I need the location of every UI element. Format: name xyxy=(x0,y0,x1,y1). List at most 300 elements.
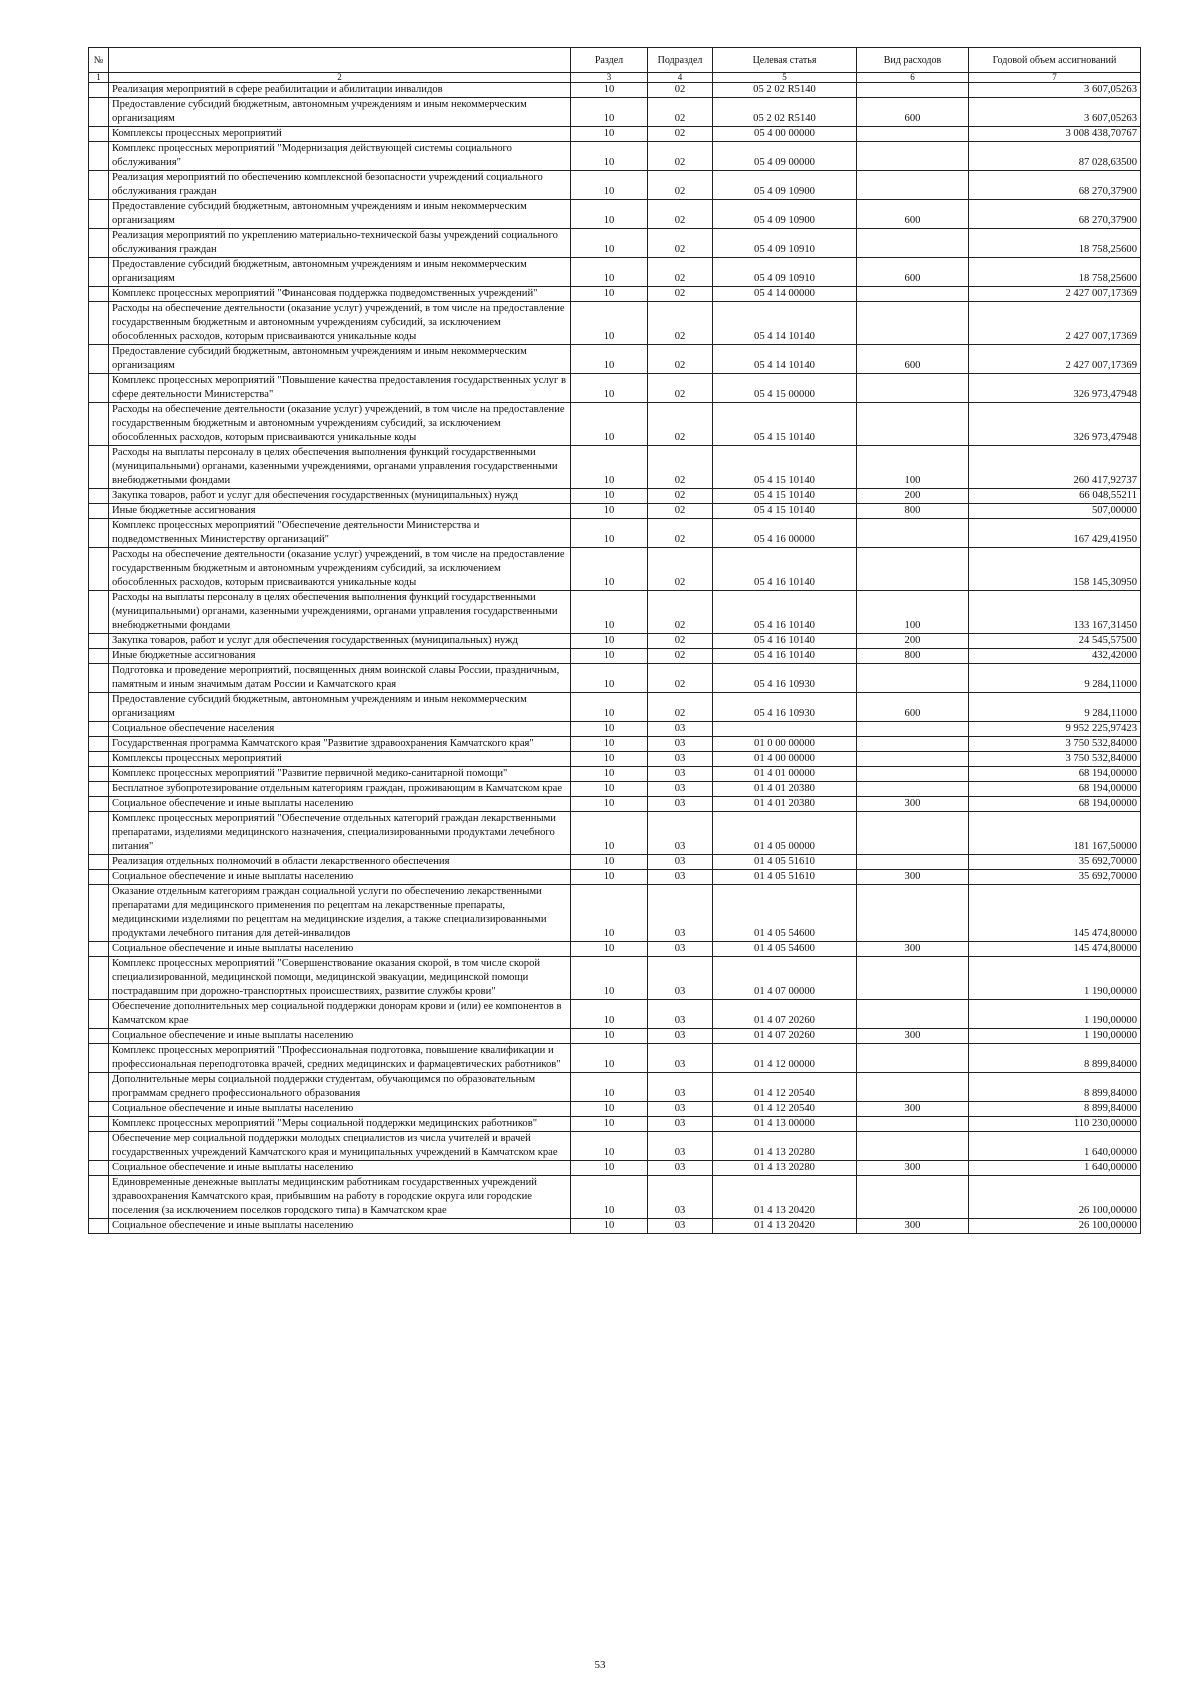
column-numbers-row xyxy=(89,73,1141,83)
table-header-row xyxy=(89,48,1141,73)
row-number-cell xyxy=(89,1044,109,1073)
row-podrazdel: 03 xyxy=(648,1029,713,1044)
table-row xyxy=(89,812,1141,855)
row-name: Предоставление субсидий бюджетным, автономным учреждениям и иным некоммерческим организациям xyxy=(109,200,571,229)
row-name: Иные бюджетные ассигнования xyxy=(109,649,571,664)
row-razdel: 10 xyxy=(571,446,648,489)
row-name: Комплексы процессных мероприятий xyxy=(109,127,571,142)
row-name: Закупка товаров, работ и услуг для обеспечения государственных (муниципальных) нужд xyxy=(109,634,571,649)
row-podrazdel: 02 xyxy=(648,127,713,142)
header-num: № xyxy=(89,48,109,73)
header-vid: Вид расходов xyxy=(857,48,969,73)
row-celevaya-statya: 05 4 09 10910 xyxy=(713,258,857,287)
row-summa: 68 194,00000 xyxy=(969,797,1141,812)
table-row xyxy=(89,1219,1141,1234)
row-number-cell xyxy=(89,942,109,957)
row-celevaya-statya: 01 4 07 00000 xyxy=(713,957,857,1000)
table-row xyxy=(89,885,1141,942)
row-name: Иные бюджетные ассигнования xyxy=(109,504,571,519)
budget-table-sheet xyxy=(88,47,1140,1234)
row-podrazdel: 03 xyxy=(648,942,713,957)
row-razdel: 10 xyxy=(571,634,648,649)
row-razdel: 10 xyxy=(571,1044,648,1073)
table-row xyxy=(89,142,1141,171)
row-razdel: 10 xyxy=(571,302,648,345)
row-podrazdel: 03 xyxy=(648,737,713,752)
row-summa: 26 100,00000 xyxy=(969,1176,1141,1219)
row-podrazdel: 02 xyxy=(648,504,713,519)
row-razdel: 10 xyxy=(571,287,648,302)
row-razdel: 10 xyxy=(571,1102,648,1117)
row-razdel: 10 xyxy=(571,1073,648,1102)
row-vid-raskhodov xyxy=(857,885,969,942)
row-vid-raskhodov xyxy=(857,812,969,855)
header-summa: Годовой объем ассигнований xyxy=(969,48,1141,73)
table-row xyxy=(89,767,1141,782)
row-summa: 3 750 532,84000 xyxy=(969,737,1141,752)
row-vid-raskhodov xyxy=(857,548,969,591)
table-row xyxy=(89,634,1141,649)
table-row xyxy=(89,752,1141,767)
row-razdel: 10 xyxy=(571,767,648,782)
row-celevaya-statya: 01 4 12 00000 xyxy=(713,1044,857,1073)
row-razdel: 10 xyxy=(571,200,648,229)
row-vid-raskhodov xyxy=(857,782,969,797)
row-razdel: 10 xyxy=(571,374,648,403)
row-name: Социальное обеспечение и иные выплаты населению xyxy=(109,870,571,885)
row-celevaya-statya: 05 4 15 00000 xyxy=(713,374,857,403)
row-podrazdel: 03 xyxy=(648,885,713,942)
row-number-cell xyxy=(89,1161,109,1176)
row-name: Расходы на выплаты персоналу в целях обеспечения выполнения функций государственными (муниципальными) органами, казенными учреждениями, органами управления государственными внебюджетными фондами xyxy=(109,591,571,634)
row-vid-raskhodov: 300 xyxy=(857,1161,969,1176)
row-vid-raskhodov xyxy=(857,737,969,752)
row-name: Социальное обеспечение и иные выплаты населению xyxy=(109,1219,571,1234)
row-summa: 1 190,00000 xyxy=(969,1029,1141,1044)
row-celevaya-statya: 01 4 13 00000 xyxy=(713,1117,857,1132)
row-razdel: 10 xyxy=(571,1029,648,1044)
column-number: 7 xyxy=(969,73,1141,83)
row-vid-raskhodov xyxy=(857,171,969,200)
row-vid-raskhodov xyxy=(857,229,969,258)
row-vid-raskhodov xyxy=(857,855,969,870)
row-vid-raskhodov xyxy=(857,1073,969,1102)
row-number-cell xyxy=(89,782,109,797)
row-number-cell xyxy=(89,634,109,649)
row-celevaya-statya: 05 4 15 10140 xyxy=(713,489,857,504)
row-number-cell xyxy=(89,1132,109,1161)
row-summa: 8 899,84000 xyxy=(969,1073,1141,1102)
row-celevaya-statya: 05 4 14 00000 xyxy=(713,287,857,302)
row-podrazdel: 02 xyxy=(648,83,713,98)
row-number-cell xyxy=(89,722,109,737)
row-celevaya-statya: 01 4 13 20280 xyxy=(713,1161,857,1176)
row-razdel: 10 xyxy=(571,98,648,127)
row-vid-raskhodov xyxy=(857,1132,969,1161)
column-number: 3 xyxy=(571,73,648,83)
row-razdel: 10 xyxy=(571,519,648,548)
table-row xyxy=(89,489,1141,504)
table-row xyxy=(89,1176,1141,1219)
row-razdel: 10 xyxy=(571,229,648,258)
row-name: Комплекс процессных мероприятий "Обеспечение отдельных категорий граждан лекарственными препаратами, изделиями медицинского назначения, специализированными продуктами лечебного питания" xyxy=(109,812,571,855)
row-celevaya-statya: 01 4 05 51610 xyxy=(713,870,857,885)
row-podrazdel: 03 xyxy=(648,1219,713,1234)
column-number: 5 xyxy=(713,73,857,83)
row-number-cell xyxy=(89,957,109,1000)
row-vid-raskhodov xyxy=(857,403,969,446)
row-celevaya-statya: 01 4 05 54600 xyxy=(713,942,857,957)
row-name: Расходы на обеспечение деятельности (оказание услуг) учреждений, в том числе на предоставление государственным бюджетным и автономным учреждениям субсидий, за исключением обособленных расходов, которым присваиваются уникальные коды xyxy=(109,548,571,591)
row-celevaya-statya: 05 4 16 10930 xyxy=(713,664,857,693)
row-celevaya-statya: 05 2 02 R5140 xyxy=(713,83,857,98)
row-number-cell xyxy=(89,812,109,855)
row-name: Реализация мероприятий по укреплению материально-технической базы учреждений социального обслуживания граждан xyxy=(109,229,571,258)
table-row xyxy=(89,1029,1141,1044)
row-celevaya-statya: 01 4 01 20380 xyxy=(713,797,857,812)
row-podrazdel: 02 xyxy=(648,591,713,634)
row-vid-raskhodov xyxy=(857,664,969,693)
row-number-cell xyxy=(89,752,109,767)
row-celevaya-statya: 01 4 05 54600 xyxy=(713,885,857,942)
row-celevaya-statya: 05 4 16 10140 xyxy=(713,548,857,591)
row-razdel: 10 xyxy=(571,83,648,98)
row-number-cell xyxy=(89,345,109,374)
row-celevaya-statya: 05 4 14 10140 xyxy=(713,302,857,345)
row-vid-raskhodov: 100 xyxy=(857,591,969,634)
row-celevaya-statya: 01 4 12 20540 xyxy=(713,1073,857,1102)
row-name: Предоставление субсидий бюджетным, автономным учреждениям и иным некоммерческим организациям xyxy=(109,693,571,722)
row-summa: 326 973,47948 xyxy=(969,403,1141,446)
row-razdel: 10 xyxy=(571,489,648,504)
row-name: Дополнительные меры социальной поддержки студентам, обучающимся по образовательным программам среднего профессионального образования xyxy=(109,1073,571,1102)
row-name: Обеспечение дополнительных мер социальной поддержки донорам крови и (или) ее компонентов в Камчатском крае xyxy=(109,1000,571,1029)
row-name: Социальное обеспечение населения xyxy=(109,722,571,737)
row-podrazdel: 03 xyxy=(648,797,713,812)
row-vid-raskhodov xyxy=(857,519,969,548)
row-number-cell xyxy=(89,1000,109,1029)
row-podrazdel: 02 xyxy=(648,634,713,649)
row-name: Комплексы процессных мероприятий xyxy=(109,752,571,767)
row-number-cell xyxy=(89,649,109,664)
row-podrazdel: 03 xyxy=(648,855,713,870)
table-row xyxy=(89,693,1141,722)
budget-table xyxy=(88,47,1141,1234)
row-number-cell xyxy=(89,693,109,722)
row-vid-raskhodov: 300 xyxy=(857,1219,969,1234)
row-celevaya-statya: 05 4 09 10900 xyxy=(713,200,857,229)
row-vid-raskhodov xyxy=(857,374,969,403)
row-name: Предоставление субсидий бюджетным, автономным учреждениям и иным некоммерческим организациям xyxy=(109,98,571,127)
row-vid-raskhodov: 300 xyxy=(857,942,969,957)
row-summa: 35 692,70000 xyxy=(969,855,1141,870)
row-vid-raskhodov: 600 xyxy=(857,258,969,287)
table-row xyxy=(89,649,1141,664)
row-name: Единовременные денежные выплаты медицинским работникам государственных учреждений здравоохранения Камчатского края, прибывшим на работу в городские округа или городские поселения (за исключением поселков городского типа) в Камчатском крае xyxy=(109,1176,571,1219)
row-celevaya-statya: 05 4 15 10140 xyxy=(713,504,857,519)
row-razdel: 10 xyxy=(571,870,648,885)
row-summa: 158 145,30950 xyxy=(969,548,1141,591)
row-podrazdel: 02 xyxy=(648,403,713,446)
row-name: Предоставление субсидий бюджетным, автономным учреждениям и иным некоммерческим организациям xyxy=(109,345,571,374)
row-podrazdel: 02 xyxy=(648,693,713,722)
row-razdel: 10 xyxy=(571,1161,648,1176)
row-summa: 507,00000 xyxy=(969,504,1141,519)
table-row xyxy=(89,287,1141,302)
row-vid-raskhodov: 200 xyxy=(857,489,969,504)
row-name: Комплекс процессных мероприятий "Повышение качества предоставления государственных услуг в сфере деятельности Министерства" xyxy=(109,374,571,403)
row-number-cell xyxy=(89,548,109,591)
row-name: Оказание отдельным категориям граждан социальной услуги по обеспечению лекарственными препаратами для медицинского применения по рецептам на лекарственные препараты, медицинскими изделиями по рецептам на медицинские изделия, а также специализированными продуктами лечебного питания для детей-инвалидов xyxy=(109,885,571,942)
row-number-cell xyxy=(89,1102,109,1117)
row-celevaya-statya: 05 4 09 10910 xyxy=(713,229,857,258)
row-name: Комплекс процессных мероприятий "Профессиональная подготовка, повышение квалификации и профессиональная переподготовка врачей, средних медицинских и фармацевтических работников" xyxy=(109,1044,571,1073)
row-name: Расходы на обеспечение деятельности (оказание услуг) учреждений, в том числе на предоставление государственным бюджетным и автономным учреждениям субсидий, за исключением обособленных расходов, которым присваиваются уникальные коды xyxy=(109,302,571,345)
row-number-cell xyxy=(89,489,109,504)
row-summa: 432,42000 xyxy=(969,649,1141,664)
row-razdel: 10 xyxy=(571,548,648,591)
table-row xyxy=(89,446,1141,489)
row-summa: 133 167,31450 xyxy=(969,591,1141,634)
row-vid-raskhodov xyxy=(857,767,969,782)
row-razdel: 10 xyxy=(571,752,648,767)
row-podrazdel: 03 xyxy=(648,782,713,797)
row-summa: 35 692,70000 xyxy=(969,870,1141,885)
row-razdel: 10 xyxy=(571,737,648,752)
row-number-cell xyxy=(89,797,109,812)
row-number-cell xyxy=(89,374,109,403)
row-vid-raskhodov: 800 xyxy=(857,649,969,664)
row-name: Предоставление субсидий бюджетным, автономным учреждениям и иным некоммерческим организациям xyxy=(109,258,571,287)
row-vid-raskhodov xyxy=(857,83,969,98)
row-summa: 68 270,37900 xyxy=(969,200,1141,229)
row-summa: 68 194,00000 xyxy=(969,782,1141,797)
row-vid-raskhodov xyxy=(857,1000,969,1029)
row-number-cell xyxy=(89,446,109,489)
row-number-cell xyxy=(89,98,109,127)
row-celevaya-statya: 01 4 01 00000 xyxy=(713,767,857,782)
row-number-cell xyxy=(89,1029,109,1044)
row-celevaya-statya: 01 4 13 20280 xyxy=(713,1132,857,1161)
row-razdel: 10 xyxy=(571,591,648,634)
table-body xyxy=(89,83,1141,1234)
row-celevaya-statya: 05 4 16 10140 xyxy=(713,649,857,664)
table-row xyxy=(89,782,1141,797)
row-razdel: 10 xyxy=(571,504,648,519)
row-podrazdel: 02 xyxy=(648,649,713,664)
row-podrazdel: 02 xyxy=(648,374,713,403)
row-name: Обеспечение мер социальной поддержки молодых специалистов из числа учителей и врачей государственных учреждений Камчатского края и муниципальных учреждений в Камчатском крае xyxy=(109,1132,571,1161)
row-podrazdel: 02 xyxy=(648,446,713,489)
row-number-cell xyxy=(89,302,109,345)
row-vid-raskhodov: 300 xyxy=(857,797,969,812)
row-summa: 87 028,63500 xyxy=(969,142,1141,171)
row-summa: 145 474,80000 xyxy=(969,885,1141,942)
row-name: Комплекс процессных мероприятий "Совершенствование оказания скорой, в том числе скорой специализированной, медицинской помощи, медицинской эвакуации, медицинской помощи пострадавшим при дорожно-транспортных происшествиях, развитие службы крови" xyxy=(109,957,571,1000)
row-razdel: 10 xyxy=(571,1219,648,1234)
row-summa: 110 230,00000 xyxy=(969,1117,1141,1132)
row-name: Комплекс процессных мероприятий "Финансовая поддержка подведомственных учреждений" xyxy=(109,287,571,302)
row-number-cell xyxy=(89,229,109,258)
table-row xyxy=(89,1044,1141,1073)
row-vid-raskhodov xyxy=(857,1176,969,1219)
row-summa: 1 640,00000 xyxy=(969,1132,1141,1161)
row-number-cell xyxy=(89,1073,109,1102)
row-name: Комплекс процессных мероприятий "Модернизация действующей системы социального обслуживания" xyxy=(109,142,571,171)
row-celevaya-statya xyxy=(713,722,857,737)
row-podrazdel: 03 xyxy=(648,870,713,885)
row-vid-raskhodov xyxy=(857,722,969,737)
row-podrazdel: 03 xyxy=(648,1073,713,1102)
table-row xyxy=(89,1102,1141,1117)
row-name: Закупка товаров, работ и услуг для обеспечения государственных (муниципальных) нужд xyxy=(109,489,571,504)
column-number: 4 xyxy=(648,73,713,83)
row-number-cell xyxy=(89,885,109,942)
table-row xyxy=(89,519,1141,548)
row-razdel: 10 xyxy=(571,797,648,812)
row-razdel: 10 xyxy=(571,171,648,200)
table-row xyxy=(89,548,1141,591)
table-row xyxy=(89,258,1141,287)
row-podrazdel: 03 xyxy=(648,812,713,855)
row-celevaya-statya: 05 4 00 00000 xyxy=(713,127,857,142)
row-vid-raskhodov: 300 xyxy=(857,1029,969,1044)
row-podrazdel: 02 xyxy=(648,229,713,258)
page-number: 53 xyxy=(594,1659,606,1671)
table-row xyxy=(89,1161,1141,1176)
row-number-cell xyxy=(89,171,109,200)
row-razdel: 10 xyxy=(571,142,648,171)
row-celevaya-statya: 01 4 00 00000 xyxy=(713,752,857,767)
table-row xyxy=(89,229,1141,258)
row-podrazdel: 03 xyxy=(648,752,713,767)
row-summa: 326 973,47948 xyxy=(969,374,1141,403)
row-podrazdel: 03 xyxy=(648,1132,713,1161)
row-razdel: 10 xyxy=(571,1117,648,1132)
header-podrazdel: Подраздел xyxy=(648,48,713,73)
row-vid-raskhodov: 600 xyxy=(857,693,969,722)
row-podrazdel: 02 xyxy=(648,258,713,287)
row-celevaya-statya: 05 4 15 10140 xyxy=(713,446,857,489)
row-summa: 2 427 007,17369 xyxy=(969,302,1141,345)
row-number-cell xyxy=(89,258,109,287)
column-number: 1 xyxy=(89,73,109,83)
row-summa: 24 545,57500 xyxy=(969,634,1141,649)
row-celevaya-statya: 05 4 15 10140 xyxy=(713,403,857,446)
row-number-cell xyxy=(89,1176,109,1219)
row-vid-raskhodov: 200 xyxy=(857,634,969,649)
row-summa: 3 008 438,70767 xyxy=(969,127,1141,142)
row-summa: 8 899,84000 xyxy=(969,1044,1141,1073)
row-vid-raskhodov: 300 xyxy=(857,870,969,885)
row-number-cell xyxy=(89,287,109,302)
row-celevaya-statya: 01 4 05 51610 xyxy=(713,855,857,870)
column-number: 6 xyxy=(857,73,969,83)
row-name: Социальное обеспечение и иные выплаты населению xyxy=(109,1161,571,1176)
row-razdel: 10 xyxy=(571,664,648,693)
row-podrazdel: 02 xyxy=(648,489,713,504)
row-razdel: 10 xyxy=(571,942,648,957)
row-name: Расходы на обеспечение деятельности (оказание услуг) учреждений, в том числе на предоставление государственным бюджетным и автономным учреждениям субсидий, за исключением обособленных расходов, которым присваиваются уникальные коды xyxy=(109,403,571,446)
row-name: Комплекс процессных мероприятий "Меры социальной поддержки медицинских работников" xyxy=(109,1117,571,1132)
row-summa: 9 284,11000 xyxy=(969,664,1141,693)
row-name: Комплекс процессных мероприятий "Развитие первичной медико-санитарной помощи" xyxy=(109,767,571,782)
table-row xyxy=(89,855,1141,870)
row-name: Реализация отдельных полномочий в области лекарственного обеспечения xyxy=(109,855,571,870)
row-podrazdel: 03 xyxy=(648,722,713,737)
row-razdel: 10 xyxy=(571,855,648,870)
row-razdel: 10 xyxy=(571,1132,648,1161)
row-podrazdel: 03 xyxy=(648,1102,713,1117)
row-summa: 3 607,05263 xyxy=(969,83,1141,98)
row-name: Комплекс процессных мероприятий "Обеспечение деятельности Министерства и подведомственных Министерству организаций" xyxy=(109,519,571,548)
row-summa: 3 607,05263 xyxy=(969,98,1141,127)
table-row xyxy=(89,171,1141,200)
table-row xyxy=(89,722,1141,737)
row-name: Социальное обеспечение и иные выплаты населению xyxy=(109,1102,571,1117)
row-razdel: 10 xyxy=(571,812,648,855)
row-number-cell xyxy=(89,1117,109,1132)
row-vid-raskhodov: 800 xyxy=(857,504,969,519)
row-podrazdel: 02 xyxy=(648,302,713,345)
table-row xyxy=(89,200,1141,229)
row-podrazdel: 02 xyxy=(648,345,713,374)
row-podrazdel: 02 xyxy=(648,171,713,200)
row-podrazdel: 02 xyxy=(648,548,713,591)
row-summa: 3 750 532,84000 xyxy=(969,752,1141,767)
row-podrazdel: 03 xyxy=(648,1044,713,1073)
row-name: Расходы на выплаты персоналу в целях обеспечения выполнения функций государственными (муниципальными) органами, казенными учреждениями, органами управления государственными внебюджетными фондами xyxy=(109,446,571,489)
table-row xyxy=(89,870,1141,885)
row-podrazdel: 02 xyxy=(648,287,713,302)
row-number-cell xyxy=(89,200,109,229)
row-summa: 167 429,41950 xyxy=(969,519,1141,548)
row-vid-raskhodov xyxy=(857,142,969,171)
row-podrazdel: 03 xyxy=(648,957,713,1000)
row-number-cell xyxy=(89,127,109,142)
row-celevaya-statya: 01 4 13 20420 xyxy=(713,1219,857,1234)
row-celevaya-statya: 05 4 14 10140 xyxy=(713,345,857,374)
row-vid-raskhodov: 300 xyxy=(857,1102,969,1117)
row-podrazdel: 03 xyxy=(648,1161,713,1176)
row-summa: 66 048,55211 xyxy=(969,489,1141,504)
row-number-cell xyxy=(89,737,109,752)
row-summa: 145 474,80000 xyxy=(969,942,1141,957)
row-razdel: 10 xyxy=(571,693,648,722)
row-summa: 1 640,00000 xyxy=(969,1161,1141,1176)
row-razdel: 10 xyxy=(571,403,648,446)
row-summa: 2 427 007,17369 xyxy=(969,287,1141,302)
row-podrazdel: 03 xyxy=(648,1117,713,1132)
table-row xyxy=(89,403,1141,446)
row-vid-raskhodov xyxy=(857,957,969,1000)
table-row xyxy=(89,504,1141,519)
row-celevaya-statya: 05 4 16 10140 xyxy=(713,634,857,649)
header-razdel: Раздел xyxy=(571,48,648,73)
table-row xyxy=(89,127,1141,142)
row-podrazdel: 03 xyxy=(648,767,713,782)
row-name: Подготовка и проведение мероприятий, посвященных дням воинской славы России, праздничным, памятным и иным значимым датам России и Камчатского края xyxy=(109,664,571,693)
row-celevaya-statya: 05 4 16 10930 xyxy=(713,693,857,722)
table-row xyxy=(89,664,1141,693)
row-vid-raskhodov xyxy=(857,1044,969,1073)
table-row xyxy=(89,591,1141,634)
table-row xyxy=(89,302,1141,345)
row-summa: 9 952 225,97423 xyxy=(969,722,1141,737)
row-celevaya-statya: 01 0 00 00000 xyxy=(713,737,857,752)
row-summa: 18 758,25600 xyxy=(969,258,1141,287)
row-razdel: 10 xyxy=(571,722,648,737)
